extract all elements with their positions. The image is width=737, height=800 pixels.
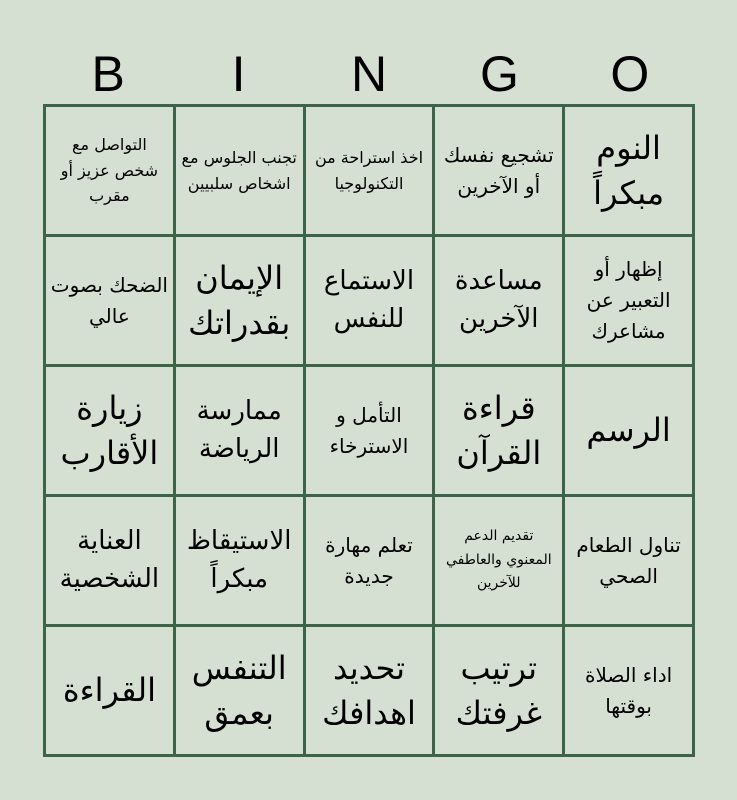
bingo-cell[interactable]: تحديد اهدافك	[306, 627, 433, 754]
header-letter-n: N	[350, 46, 388, 102]
bingo-cell[interactable]: تقديم الدعم المعنوي والعاطفي للآخرين	[435, 497, 562, 624]
header-letter-i: I	[231, 46, 246, 102]
bingo-cell[interactable]: زيارة الأقارب	[46, 367, 173, 494]
bingo-cell[interactable]: التنفس بعمق	[176, 627, 303, 754]
header-letter-g: G	[479, 46, 519, 102]
header-letter-o: O	[610, 46, 650, 102]
bingo-cell[interactable]: ممارسة الرياضة	[176, 367, 303, 494]
bingo-cell[interactable]: القراءة	[46, 627, 173, 754]
bingo-cell[interactable]: اخذ استراحة من التكنولوجيا	[306, 107, 433, 234]
bingo-cell[interactable]: الاستماع للنفس	[306, 237, 433, 364]
bingo-cell[interactable]: العناية الشخصية	[46, 497, 173, 624]
bingo-cell[interactable]: اداء الصلاة بوقتها	[565, 627, 692, 754]
bingo-cell[interactable]: تعلم مهارة جديدة	[306, 497, 433, 624]
bingo-cell[interactable]: الاستيقاظ مبكراً	[176, 497, 303, 624]
bingo-cell[interactable]: مساعدة الآخرين	[435, 237, 562, 364]
bingo-cell[interactable]: الإيمان بقدراتك	[176, 237, 303, 364]
bingo-cell[interactable]: قراءة القرآن	[435, 367, 562, 494]
bingo-grid	[43, 104, 695, 757]
bingo-cell[interactable]: التأمل و الاسترخاء	[306, 367, 433, 494]
bingo-cell[interactable]: الضحك بصوت عالي	[46, 237, 173, 364]
bingo-cell[interactable]: تشجيع نفسك أو الآخرين	[435, 107, 562, 234]
bingo-cell[interactable]: ترتيب غرفتك	[435, 627, 562, 754]
bingo-cell[interactable]: تناول الطعام الصحي	[565, 497, 692, 624]
bingo-cell[interactable]: الرسم	[565, 367, 692, 494]
bingo-cell[interactable]: إظهار أو التعبير عن مشاعرك	[565, 237, 692, 364]
bingo-cell[interactable]: التواصل مع شخص عزيز أو مقرب	[46, 107, 173, 234]
header-letter-b: B	[91, 46, 125, 102]
bingo-cell[interactable]: النوم مبكراً	[565, 107, 692, 234]
bingo-cell[interactable]: تجنب الجلوس مع اشخاص سلبيين	[176, 107, 303, 234]
bingo-header	[43, 46, 695, 102]
